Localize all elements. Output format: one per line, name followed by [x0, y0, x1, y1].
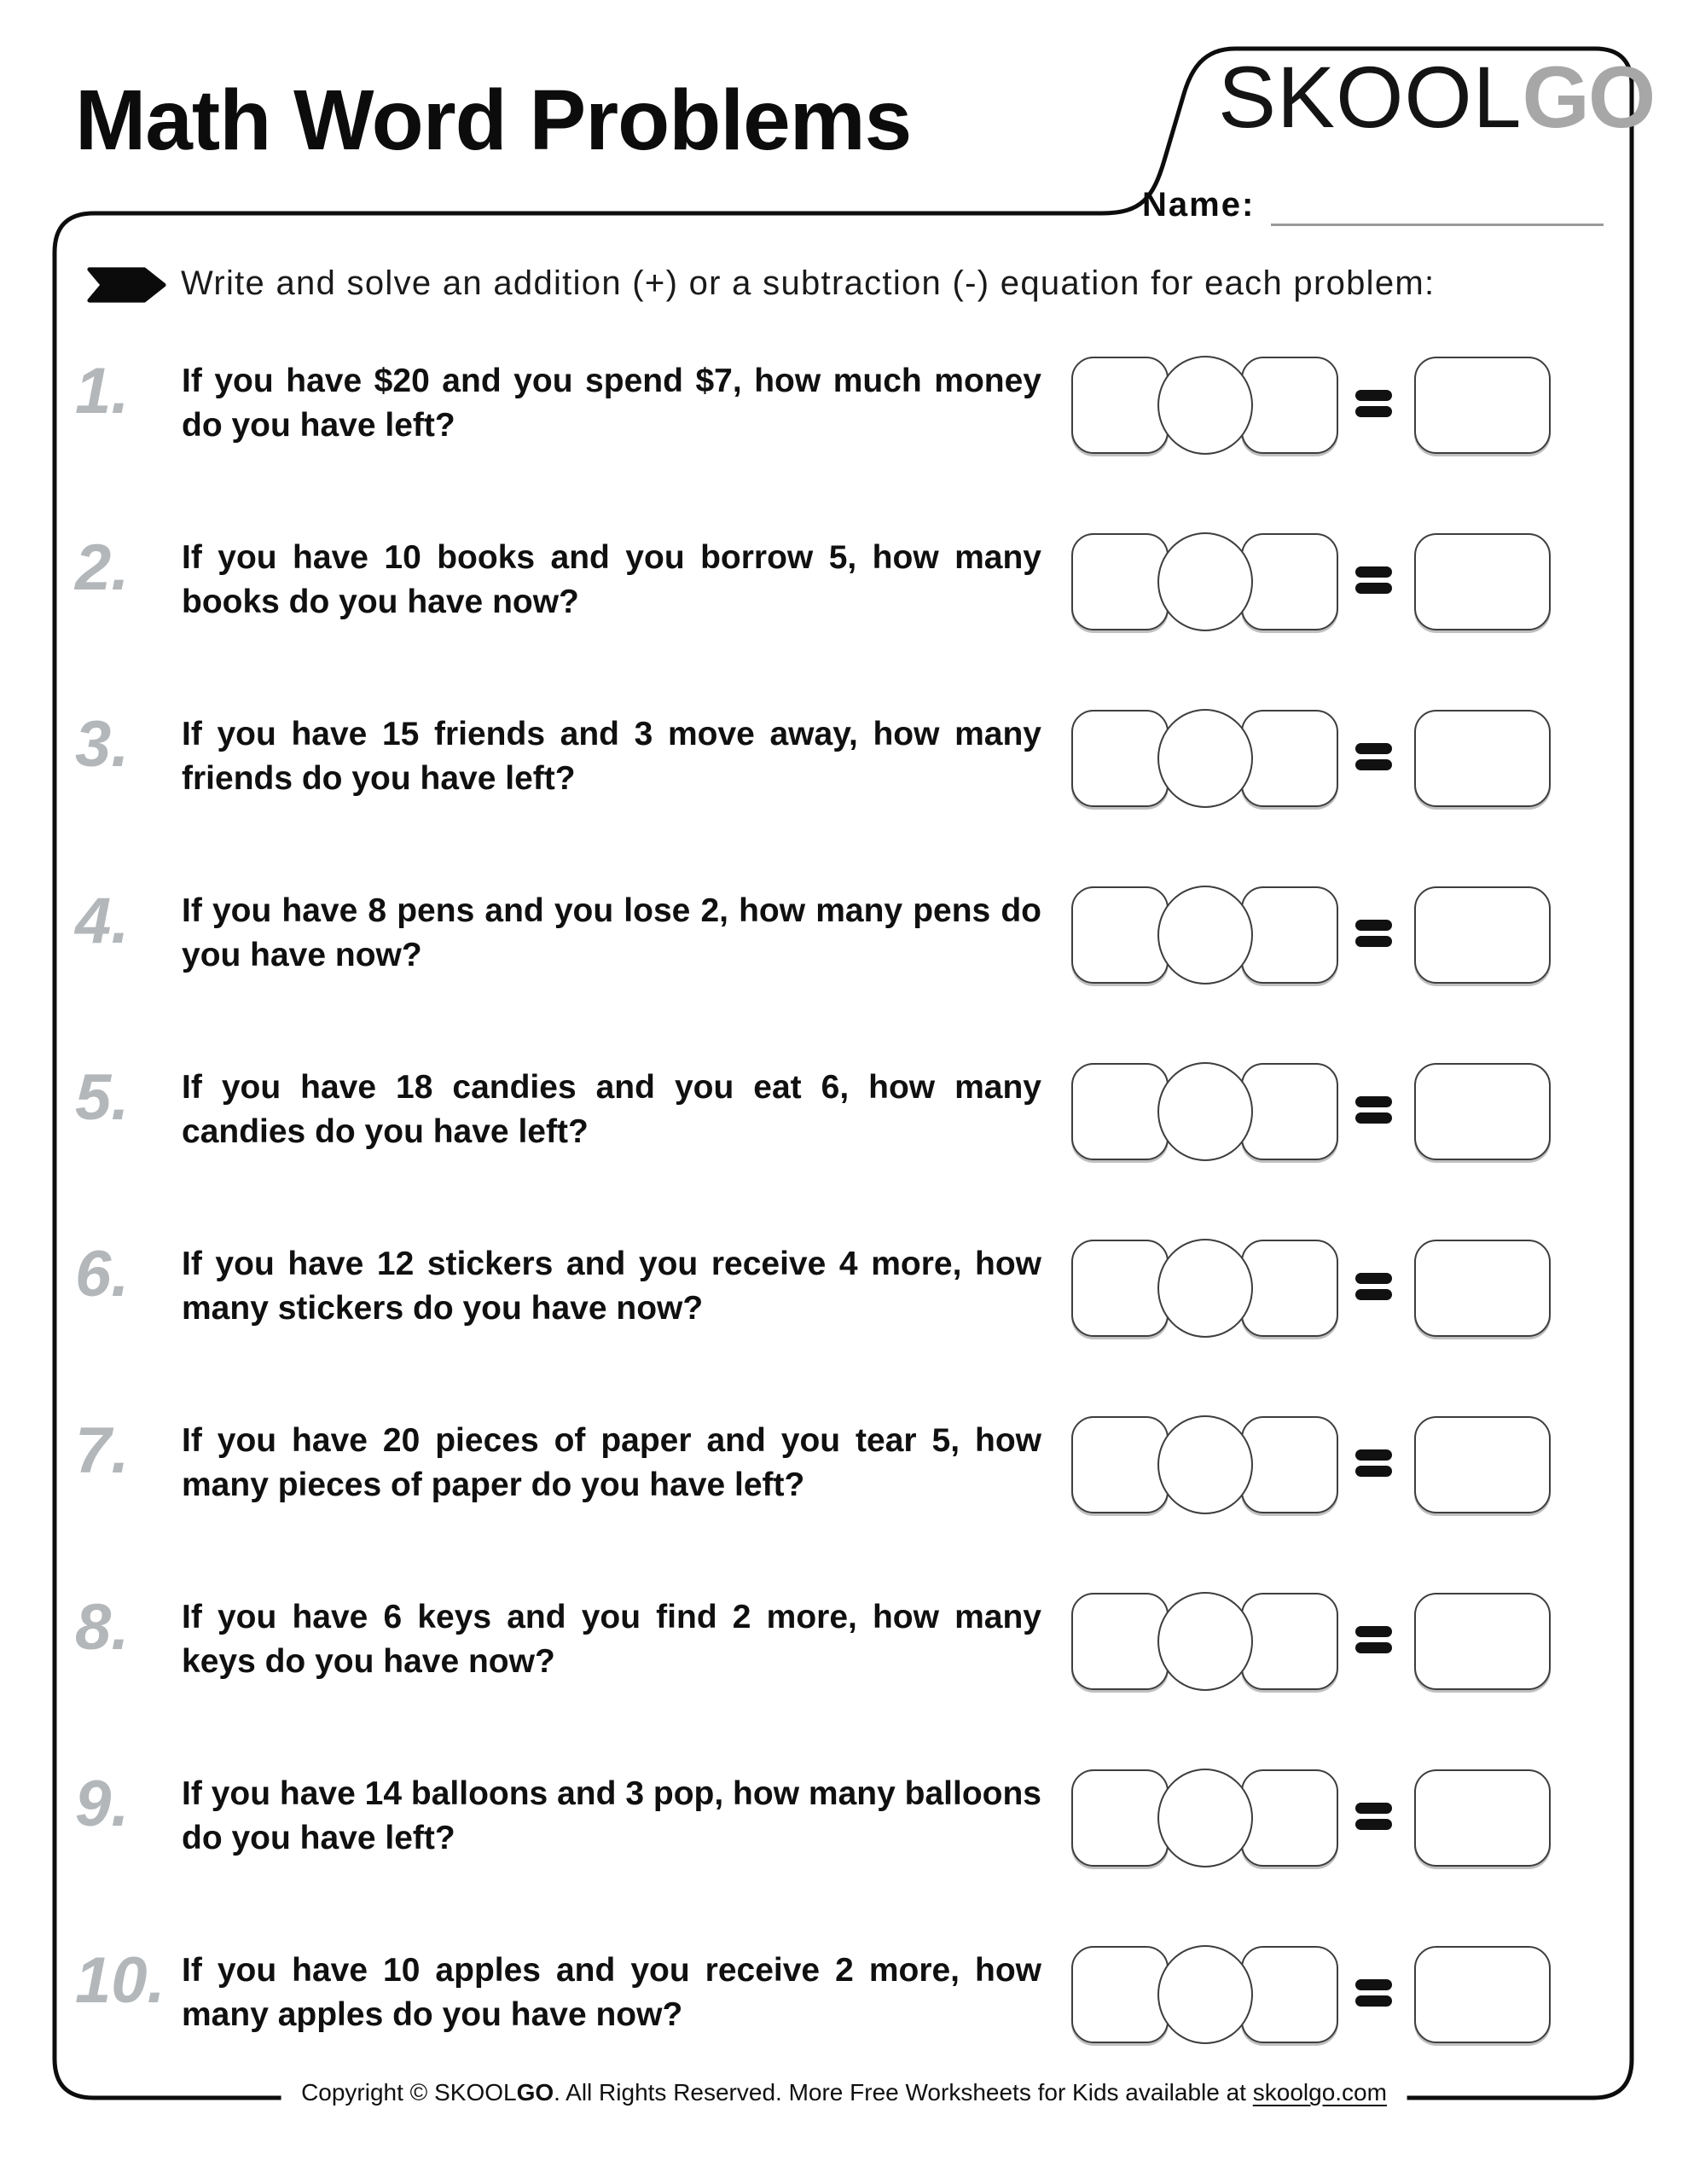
problem-number: 9.: [75, 1768, 130, 1840]
equals-sign: [1355, 566, 1392, 594]
problem-text: If you have 6 keys and you find 2 more, how many keys do you have now?: [182, 1599, 1041, 1680]
equation-operator-circle[interactable]: [1157, 1592, 1253, 1691]
equals-sign: [1355, 743, 1392, 770]
problem-row: [0, 1033, 1688, 1187]
equals-sign: [1355, 1979, 1392, 2007]
problem-number: 6.: [75, 1238, 130, 1310]
problem-text: If you have 12 stickers and you receive 4 more, how many stickers do you have now?: [182, 1246, 1041, 1327]
equation-second-number-box[interactable]: [1241, 886, 1338, 984]
problem-number: 5.: [75, 1061, 130, 1134]
equation-second-number-box[interactable]: [1241, 1063, 1338, 1160]
equation-operator-circle[interactable]: [1157, 1239, 1253, 1338]
equation-answer-box[interactable]: [1414, 710, 1551, 807]
problem-number: 8.: [75, 1591, 130, 1664]
problem-row: [0, 503, 1688, 657]
page-title: Math Word Problems: [75, 73, 912, 168]
problem-row: [0, 327, 1688, 480]
equation-first-number-box[interactable]: [1071, 886, 1169, 984]
equals-sign: [1355, 1449, 1392, 1477]
equation-operator-circle[interactable]: [1157, 1415, 1253, 1514]
problem-row: [0, 1563, 1688, 1716]
problem-text: If you have $20 and you spend $7, how much money do you have left?: [182, 363, 1041, 444]
equation-first-number-box[interactable]: [1071, 1593, 1169, 1690]
problem-row: [0, 857, 1688, 1010]
problem-row: [0, 1386, 1688, 1540]
equation-operator-circle[interactable]: [1157, 1769, 1253, 1867]
footer-link-skoolgo[interactable]: skoolgo.com: [1252, 2079, 1387, 2106]
equation-second-number-box[interactable]: [1241, 1946, 1338, 2043]
logo-text-skool: SKOOL: [1218, 49, 1523, 146]
problem-text: If you have 10 apples and you receive 2 more, how many apples do you have now?: [182, 1952, 1041, 2033]
logo-text-go: GO: [1522, 49, 1655, 146]
equation-second-number-box[interactable]: [1241, 357, 1338, 454]
equation-answer-box[interactable]: [1414, 1593, 1551, 1690]
name-label: Name:: [1142, 186, 1256, 224]
equation-operator-circle[interactable]: [1157, 1945, 1253, 2044]
footer-copyright: [281, 2079, 1407, 2106]
equation-second-number-box[interactable]: [1241, 1240, 1338, 1337]
equation-answer-box[interactable]: [1414, 1769, 1551, 1867]
equation-operator-circle[interactable]: [1157, 532, 1253, 631]
equation-answer-box[interactable]: [1414, 1946, 1551, 2043]
equals-sign: [1355, 390, 1392, 417]
equation-second-number-box[interactable]: [1241, 1593, 1338, 1690]
equation-first-number-box[interactable]: [1071, 710, 1169, 807]
problem-text: If you have 15 friends and 3 move away, how many friends do you have left?: [182, 716, 1041, 797]
problem-row: [0, 1210, 1688, 1363]
problem-number: 7.: [75, 1414, 130, 1487]
equation-answer-box[interactable]: [1414, 1416, 1551, 1513]
problem-text: If you have 14 balloons and 3 pop, how many balloons do you have left?: [182, 1775, 1041, 1856]
equation-second-number-box[interactable]: [1241, 533, 1338, 630]
problem-row: [0, 1916, 1688, 2070]
equals-sign: [1355, 1803, 1392, 1830]
equation-operator-circle[interactable]: [1157, 709, 1253, 808]
equals-sign: [1355, 1096, 1392, 1124]
problem-number: 4.: [75, 885, 130, 957]
footer-text-middle: . All Rights Reserved. More Free Worksheets for Kids available at: [554, 2079, 1253, 2106]
problem-number: 1.: [75, 355, 130, 427]
equation-first-number-box[interactable]: [1071, 1416, 1169, 1513]
equals-sign: [1355, 920, 1392, 947]
problem-number: 2.: [75, 531, 130, 604]
equation-first-number-box[interactable]: [1071, 1946, 1169, 2043]
problem-text: If you have 20 pieces of paper and you tear 5, how many pieces of paper do you have left?: [182, 1422, 1041, 1503]
equation-second-number-box[interactable]: [1241, 1769, 1338, 1867]
equation-first-number-box[interactable]: [1071, 1769, 1169, 1867]
problem-text: If you have 8 pens and you lose 2, how many pens do you have now?: [182, 892, 1041, 973]
equation-first-number-box[interactable]: [1071, 1240, 1169, 1337]
problem-number: 10.: [75, 1944, 165, 2017]
instruction-text: Write and solve an addition (+) or a subtraction (-) equation for each problem:: [181, 264, 1436, 302]
problem-text: If you have 18 candies and you eat 6, how many candies do you have left?: [182, 1069, 1041, 1150]
problem-row: [0, 1740, 1688, 1893]
footer-text-prefix: Copyright © SKOOL: [301, 2079, 517, 2106]
equation-answer-box[interactable]: [1414, 357, 1551, 454]
equation-answer-box[interactable]: [1414, 886, 1551, 984]
equation-operator-circle[interactable]: [1157, 1062, 1253, 1161]
equation-operator-circle[interactable]: [1157, 356, 1253, 455]
footer-brand-go: GO: [516, 2079, 554, 2106]
equation-second-number-box[interactable]: [1241, 710, 1338, 807]
equation-answer-box[interactable]: [1414, 1240, 1551, 1337]
equation-operator-circle[interactable]: [1157, 886, 1253, 985]
problem-row: [0, 680, 1688, 834]
equation-answer-box[interactable]: [1414, 1063, 1551, 1160]
equals-sign: [1355, 1273, 1392, 1300]
equation-second-number-box[interactable]: [1241, 1416, 1338, 1513]
equals-sign: [1355, 1626, 1392, 1653]
equation-answer-box[interactable]: [1414, 533, 1551, 630]
problem-number: 3.: [75, 708, 130, 781]
equation-first-number-box[interactable]: [1071, 533, 1169, 630]
problem-text: If you have 10 books and you borrow 5, how many books do you have now?: [182, 539, 1041, 620]
equation-first-number-box[interactable]: [1071, 1063, 1169, 1160]
equation-first-number-box[interactable]: [1071, 357, 1169, 454]
